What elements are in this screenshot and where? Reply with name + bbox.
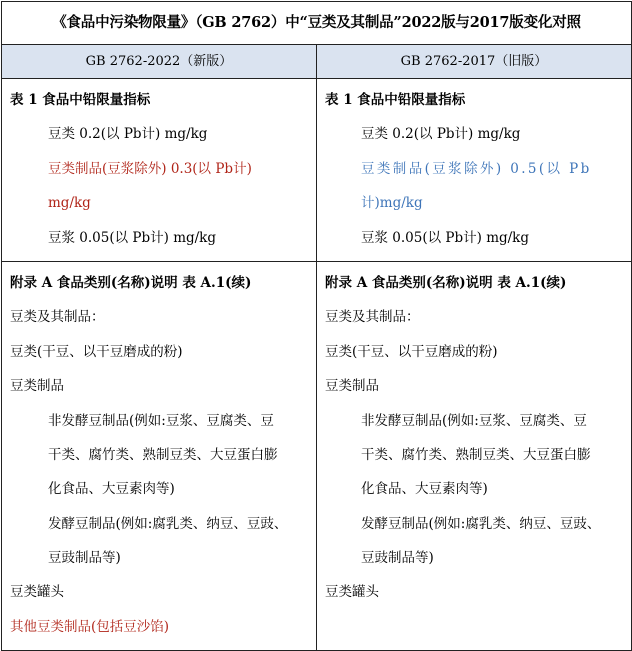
new-category-beans: 豆类(干豆、以干豆磨成的粉) (10, 343, 183, 360)
header-row (2, 45, 632, 79)
old-appendix-cell (317, 261, 632, 650)
new-bean-products-limit-unit: mg/kg (48, 195, 91, 212)
comparison-document (1, 1, 631, 635)
comparison-table (1, 1, 632, 651)
old-lead-limit-cell (317, 79, 632, 262)
old-beans-limit: 豆类 0.2(以 Pb计) mg/kg (361, 126, 521, 143)
new-non-fermented-line2: 干类、腐竹类、熟制豆类、大豆蛋白膨 (48, 446, 278, 463)
old-bean-products-limit-unit: 计)mg/kg (361, 195, 423, 212)
old-table1-heading: 表 1 食品中铅限量指标 (325, 92, 466, 108)
new-table1-heading: 表 1 食品中铅限量指标 (10, 92, 151, 108)
new-fermented-line1: 发酵豆制品(例如:腐乳类、纳豆、豆豉、 (48, 515, 288, 532)
appendix-row (2, 261, 632, 650)
old-category-beans: 豆类(干豆、以干豆磨成的粉) (325, 343, 498, 360)
new-fermented-line2: 豆豉制品等) (48, 550, 121, 567)
new-appendix-cell (2, 261, 317, 650)
column-header-old: GB 2762-2017（旧版） (317, 45, 632, 79)
new-category-canned-beans: 豆类罐头 (10, 584, 64, 601)
new-lead-limit-cell (2, 79, 317, 262)
old-fermented-line2: 豆豉制品等) (361, 550, 434, 567)
new-non-fermented-line1: 非发酵豆制品(例如:豆浆、豆腐类、豆 (48, 412, 274, 429)
old-category-beans-and-products: 豆类及其制品： (325, 309, 420, 326)
new-appendix-heading: 附录 A 食品类别(名称)说明 表 A.1(续) (10, 274, 252, 291)
new-category-beans-and-products: 豆类及其制品： (10, 309, 105, 326)
new-bean-products-limit: 豆类制品(豆浆除外) 0.3(以 Pb计) (48, 160, 252, 177)
old-non-fermented-line3: 化食品、大豆素肉等) (361, 481, 488, 498)
old-soymilk-limit: 豆浆 0.05(以 Pb计) mg/kg (361, 229, 530, 246)
new-soymilk-limit: 豆浆 0.05(以 Pb计) mg/kg (48, 229, 217, 246)
table-title: 《食品中污染物限量》（GB 2762）中“豆类及其制品”2022版与2017版变化对照 (2, 2, 632, 45)
old-appendix-heading: 附录 A 食品类别(名称)说明 表 A.1(续) (325, 274, 567, 291)
old-bean-products-limit: 豆类制品(豆浆除外) 0.5(以 Pb (361, 160, 592, 177)
new-category-other-bean-products: 其他豆类制品(包括豆沙馅) (10, 618, 170, 635)
title-row (2, 2, 632, 45)
new-category-bean-products: 豆类制品 (10, 378, 64, 395)
column-header-new: GB 2762-2022（新版） (2, 45, 317, 79)
lead-limit-row (2, 79, 632, 262)
old-category-canned-beans: 豆类罐头 (325, 584, 379, 601)
new-beans-limit: 豆类 0.2(以 Pb计) mg/kg (48, 126, 208, 143)
old-fermented-line1: 发酵豆制品(例如:腐乳类、纳豆、豆豉、 (361, 515, 601, 532)
old-non-fermented-line2: 干类、腐竹类、熟制豆类、大豆蛋白膨 (361, 446, 591, 463)
old-non-fermented-line1: 非发酵豆制品(例如:豆浆、豆腐类、豆 (361, 412, 587, 429)
new-non-fermented-line3: 化食品、大豆素肉等) (48, 481, 175, 498)
old-category-bean-products: 豆类制品 (325, 378, 379, 395)
